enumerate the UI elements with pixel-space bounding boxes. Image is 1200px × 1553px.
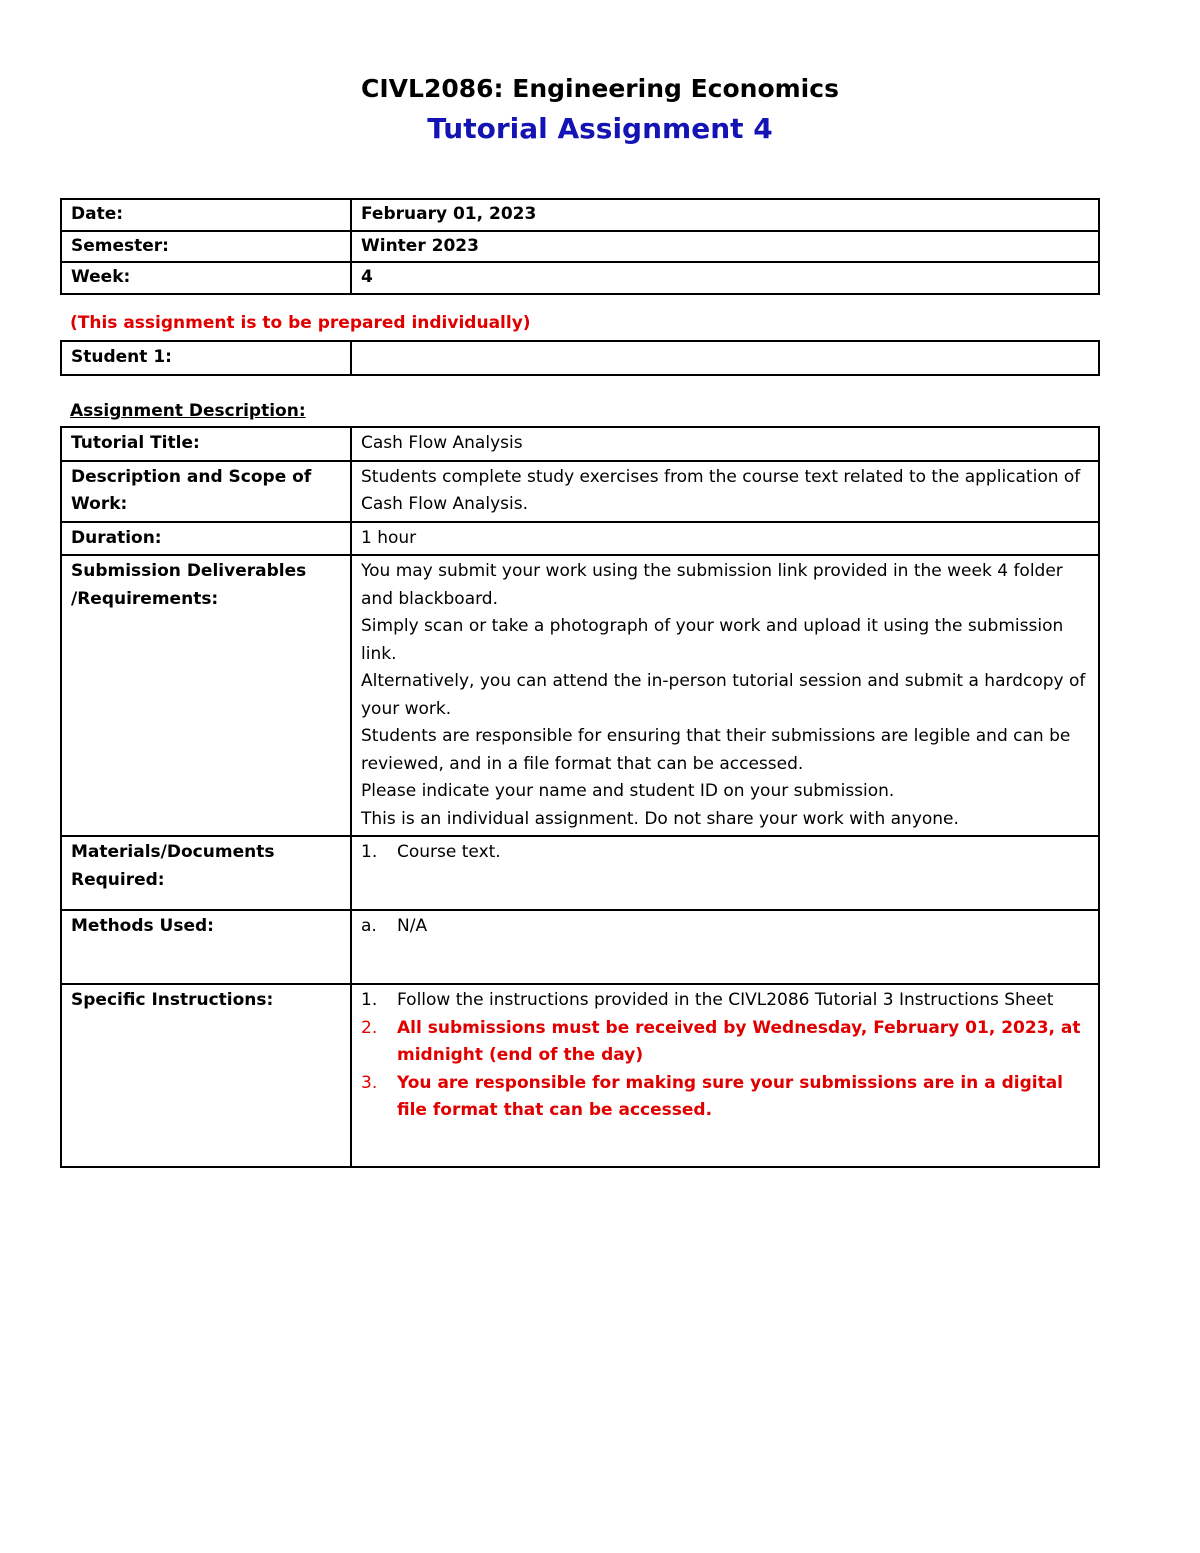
tutorial-title-label: Tutorial Title: bbox=[61, 427, 351, 461]
deliverable-line: You may submit your work using the submission link provided in the week 4 folder and blackboard. bbox=[361, 561, 1063, 609]
table-row bbox=[61, 427, 1099, 461]
deliverable-line: Alternatively, you can attend the in-person tutorial session and submit a hardcopy of your work. bbox=[361, 671, 1086, 719]
week-value: 4 bbox=[351, 262, 1099, 294]
scope-label: Description and Scope of Work: bbox=[61, 461, 351, 522]
table-row bbox=[61, 231, 1099, 263]
scope-value: Students complete study exercises from the course text related to the application of Cash Flow Analysis. bbox=[351, 461, 1099, 522]
list-number: a. bbox=[361, 916, 377, 936]
list-number: 3. bbox=[361, 1072, 378, 1093]
semester-value: Winter 2023 bbox=[351, 231, 1099, 263]
list-text: N/A bbox=[397, 916, 428, 936]
list-item bbox=[361, 1015, 1089, 1070]
student-table bbox=[60, 340, 1100, 376]
date-value: February 01, 2023 bbox=[351, 199, 1099, 231]
description-heading: Assignment Description: bbox=[70, 401, 306, 421]
duration-value: 1 hour bbox=[351, 522, 1099, 556]
course-title: CIVL2086: Engineering Economics bbox=[361, 74, 839, 103]
instructions-value bbox=[351, 984, 1099, 1167]
list-number: 1. bbox=[361, 990, 378, 1010]
list-number: 2. bbox=[361, 1017, 378, 1038]
table-row bbox=[61, 461, 1099, 522]
duration-label: Duration: bbox=[61, 522, 351, 556]
list-number: 1. bbox=[361, 842, 378, 862]
list-item bbox=[361, 839, 1089, 867]
deliverable-line: This is an individual assignment. Do not share your work with anyone. bbox=[361, 808, 959, 829]
individual-note: (This assignment is to be prepared individually) bbox=[70, 313, 531, 333]
table-row bbox=[61, 836, 1099, 910]
tutorial-title-value: Cash Flow Analysis bbox=[351, 427, 1099, 461]
assignment-title: Tutorial Assignment 4 bbox=[427, 112, 773, 145]
list-item bbox=[361, 913, 1089, 941]
table-row bbox=[61, 984, 1099, 1167]
methods-label: Methods Used: bbox=[61, 910, 351, 984]
student-label: Student 1: bbox=[61, 341, 351, 375]
deliverable-line: Simply scan or take a photograph of your work and upload it using the submission link. bbox=[361, 616, 1064, 664]
week-label: Week: bbox=[61, 262, 351, 294]
table-row bbox=[61, 522, 1099, 556]
deliverables-label: Submission Deliverables /Requirements: bbox=[61, 555, 351, 836]
list-item bbox=[361, 987, 1089, 1015]
table-row bbox=[61, 341, 1099, 375]
date-label: Date: bbox=[61, 199, 351, 231]
semester-label: Semester: bbox=[61, 231, 351, 263]
table-row bbox=[61, 555, 1099, 836]
table-row bbox=[61, 262, 1099, 294]
list-text: Follow the instructions provided in the CIVL2086 Tutorial 3 Instructions Sheet bbox=[397, 990, 1054, 1010]
deliverables-value bbox=[351, 555, 1099, 836]
deliverable-line: Students are responsible for ensuring that their submissions are legible and can be reviewed, and in a file format that can be accessed. bbox=[361, 726, 1071, 774]
student-name-field[interactable] bbox=[351, 341, 1099, 375]
table-row bbox=[61, 199, 1099, 231]
table-row bbox=[61, 910, 1099, 984]
list-item bbox=[361, 1070, 1089, 1125]
info-table bbox=[60, 198, 1100, 295]
instructions-label: Specific Instructions: bbox=[61, 984, 351, 1167]
methods-value bbox=[351, 910, 1099, 984]
deliverable-line: Please indicate your name and student ID on your submission. bbox=[361, 781, 895, 801]
list-text: You are responsible for making sure your submissions are in a digital file format that can be accessed. bbox=[397, 1072, 1064, 1120]
list-text: Course text. bbox=[397, 842, 501, 862]
description-table bbox=[60, 426, 1100, 1168]
materials-label: Materials/Documents Required: bbox=[61, 836, 351, 910]
materials-value bbox=[351, 836, 1099, 910]
list-text: All submissions must be received by Wednesday, February 01, 2023, at midnight (end of the day) bbox=[397, 1017, 1081, 1065]
